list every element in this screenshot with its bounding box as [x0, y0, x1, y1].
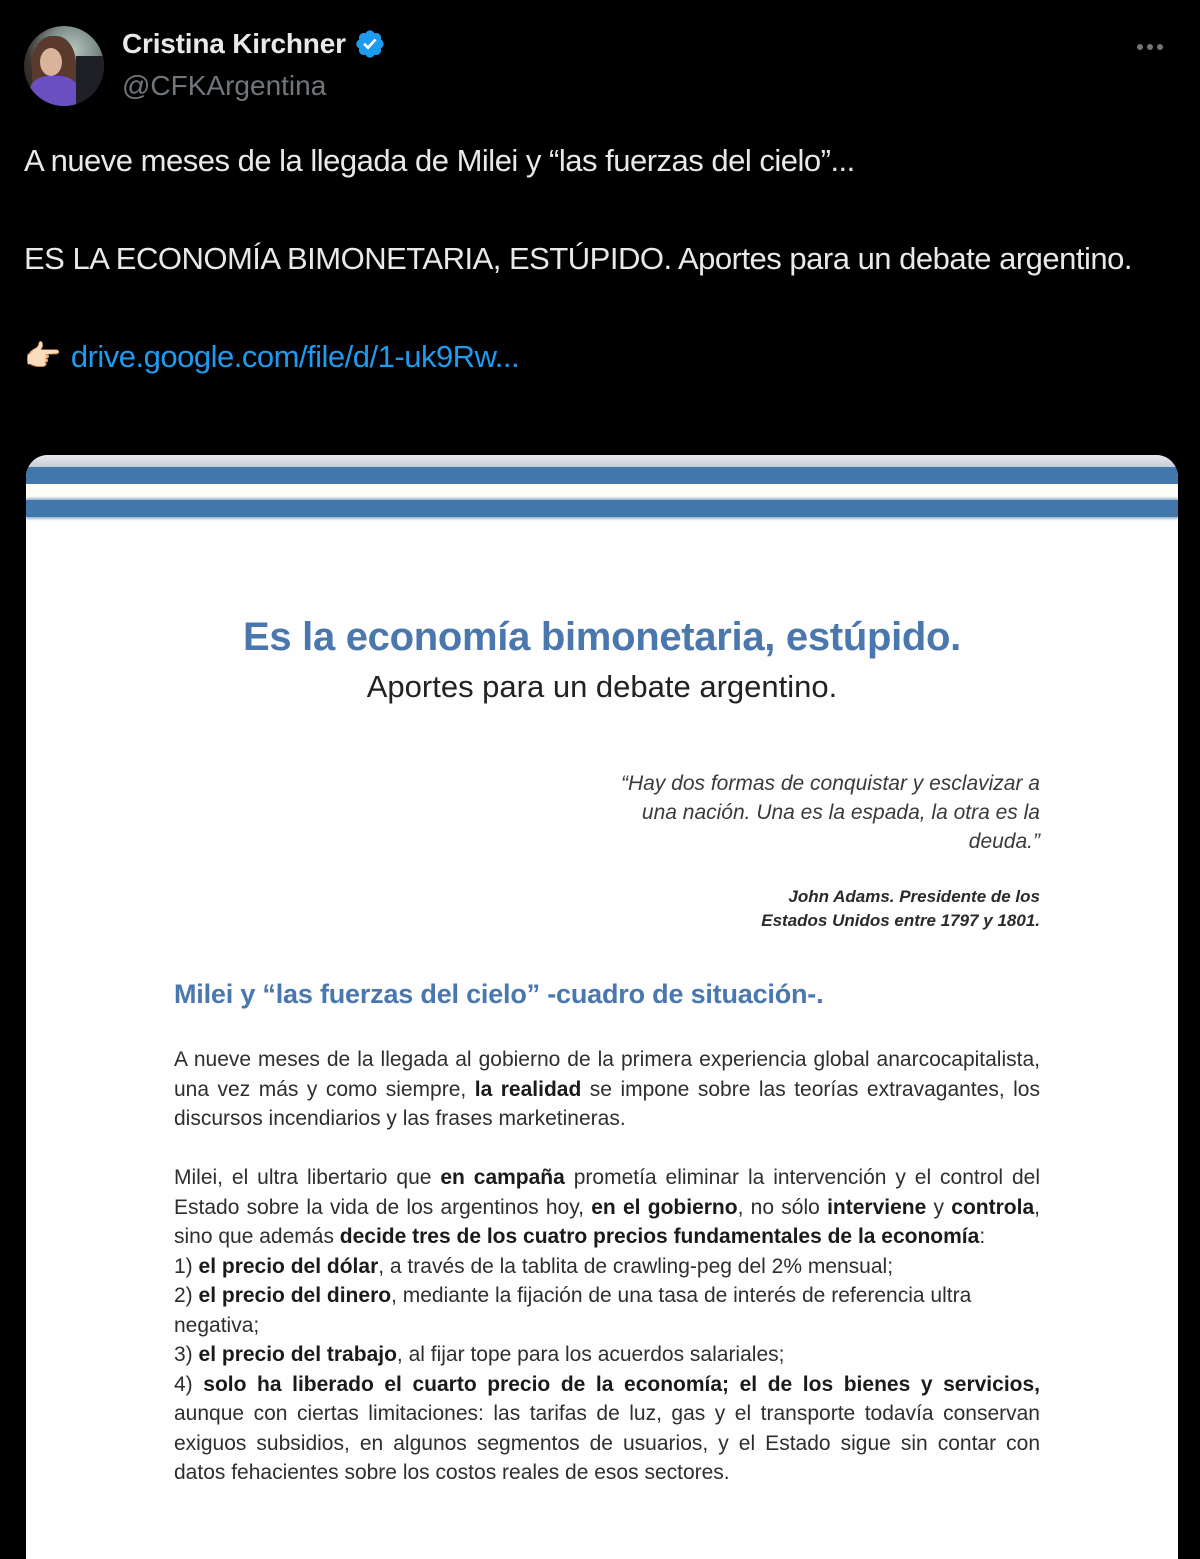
drive-link[interactable]: drive.google.com/file/d/1-uk9Rw... [70, 339, 520, 374]
document-title: Es la economía bimonetaria, estúpido. [243, 615, 961, 659]
pointing-right-hand-icon: 👉🏻 [24, 340, 61, 373]
list-item-text: , al fijar tope para los acuerdos salariales; [396, 1343, 785, 1366]
attribution-line-1: John Adams. Presidente de los [788, 887, 1040, 906]
list-item-bold: el precio del dólar [198, 1254, 379, 1278]
paragraph-text: , sino que además [174, 1195, 1040, 1248]
paragraph-text: y [926, 1195, 952, 1219]
list-item-bold: el precio del trabajo [198, 1343, 397, 1366]
header-stripe-blue-top [26, 467, 1178, 484]
list-number: 2) [174, 1284, 199, 1307]
more-options-button[interactable] [1130, 32, 1170, 62]
list-item [174, 1252, 1040, 1282]
document-paragraph-2 [174, 1163, 1040, 1488]
author-handle[interactable]: @CFKArgentina [122, 70, 327, 101]
list-item-bold: el precio del dinero [198, 1284, 392, 1307]
paragraph-text: Milei, el ultra libertario que [174, 1166, 441, 1189]
header-stripe-gray [26, 455, 1178, 467]
tweet-line-2: ES LA ECONOMÍA BIMONETARIA, ESTÚPIDO. Aportes para un debate argentino. [24, 241, 1132, 276]
more-horizontal-icon [1137, 44, 1143, 50]
list-item-text: , a través de la tablita de crawling-peg del 2% mensual; [378, 1254, 894, 1278]
avatar-scarf [30, 76, 78, 106]
attribution-line-2: Estados Unidos entre 1797 y 1801. [761, 911, 1040, 930]
epigraph-attribution [620, 885, 1040, 933]
list-item-bold: solo ha liberado el cuarto precio de la economía; el de los bienes y servicios, [203, 1372, 1040, 1396]
paragraph-bold-text: interviene [827, 1195, 927, 1219]
verified-badge-icon [354, 28, 386, 60]
header-stripe-blue-bottom [26, 500, 1178, 517]
paragraph-bold-text: la realidad [474, 1077, 582, 1101]
paragraph-bold-text: en el gobierno [591, 1195, 738, 1219]
avatar-background-figure [76, 56, 104, 106]
paragraph-text: se impone sobre las teorías extravagantes, los discursos incendiarios y las frases marketineras. [174, 1077, 1040, 1130]
list-item [174, 1281, 1040, 1340]
more-horizontal-icon [1147, 44, 1153, 50]
paragraph-bold-text: decide tres de los cuatro precios fundamentales de la economía [339, 1225, 980, 1248]
paragraph-bold-text: controla [951, 1195, 1035, 1219]
paragraph-bold-text: en campaña [440, 1166, 565, 1189]
paragraph-text: A nueve meses de la llegada al gobierno de la primera experiencia global anarcocapitalista, una vez más y como siempre, [174, 1048, 1040, 1101]
document-subtitle: Aportes para un debate argentino. [366, 669, 838, 704]
tweet-line-1: A nueve meses de la llegada de Milei y “las fuerzas del cielo”... [24, 143, 855, 178]
list-item-text: , mediante la fijación de una tasa de interés de referencia ultra negativa; [174, 1284, 972, 1337]
paragraph-text: : [979, 1225, 986, 1248]
list-item [174, 1340, 1040, 1370]
paragraph-text: prometía eliminar la intervención y el control del Estado sobre la vida de los argentinos hoy, [174, 1166, 1040, 1219]
avatar[interactable] [24, 26, 104, 106]
author-name-row [122, 28, 386, 60]
tweet-text [24, 136, 1164, 381]
paragraph-intro [174, 1163, 1040, 1252]
list-number: 3) [174, 1343, 199, 1366]
avatar-face [40, 48, 62, 76]
section-heading: Milei y “las fuerzas del cielo” -cuadro de situación-. [174, 979, 824, 1009]
document-preview-image[interactable] [26, 455, 1178, 1559]
list-number: 1) [174, 1254, 199, 1278]
list-item [174, 1370, 1040, 1488]
list-item-text: aunque con ciertas limitaciones: las tarifas de luz, gas y el transporte todavía conservan exiguos subsidios, en algunos segmentos de usuarios, y el Estado sigue sin contar con datos fehacientes sobre los costos reales de esos sectores. [174, 1402, 1040, 1484]
document-paragraph-1 [174, 1045, 1040, 1134]
tweet-header [24, 24, 1176, 108]
list-number: 4) [174, 1372, 204, 1396]
header-stripe-white [26, 484, 1178, 500]
more-horizontal-icon [1157, 44, 1163, 50]
tweet-link-row [24, 332, 1164, 381]
author-display-name[interactable]: Cristina Kirchner [122, 28, 346, 59]
paragraph-text: , no sólo [737, 1195, 828, 1219]
epigraph-quote: “Hay dos formas de conquistar y esclavizar a una nación. Una es la espada, la otra es la deuda.” [620, 772, 1040, 853]
